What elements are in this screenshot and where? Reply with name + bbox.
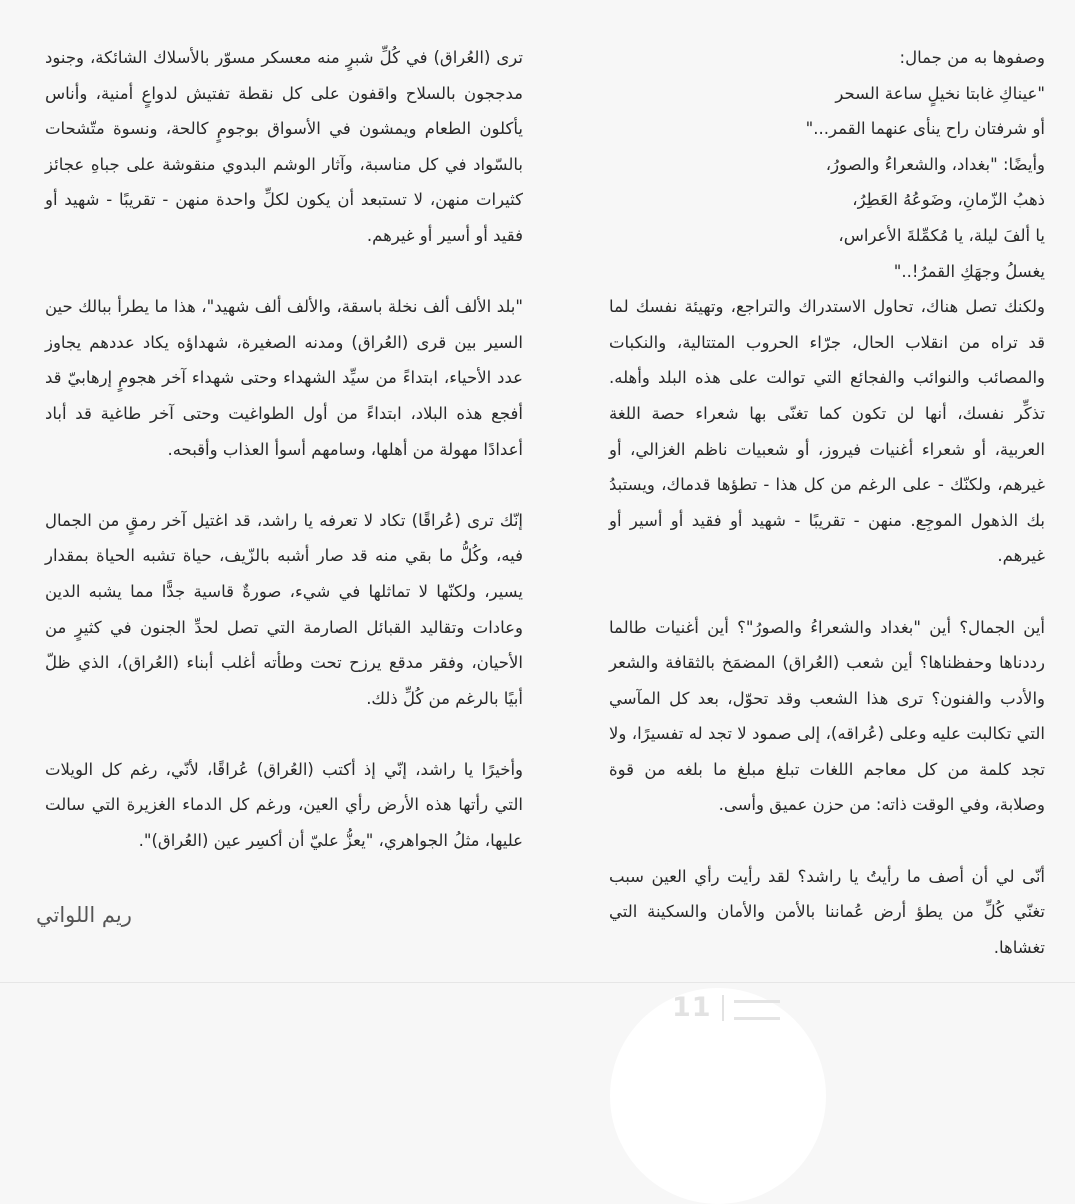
paragraph: وصفوها به من جمال: "عيناكِ غابتا نخيلٍ ساعة السحر أو شرفتان راح ينأى عنهما القمر..." وأيضًا: "بغداد، والشعراءُ والصورُ، ذهبُ الزّمانِ، وضَوعُهُ العَطِرُ، يا ألفَ ليلة، يا مُكمِّلةَ الأعراس، يغسلُ وجهَكِ القمرُ!.." ولكنك تصل هناك، تحاول الاستدراك والتراجع، وتهيئة نفسك لما قد تراه من انقلاب الحال، جرّاء الحروب المتتالية، والنكبات والمصائب والنوائب والفجائع التي توالت على هذه البلد وأهله. تذكِّر نفسك، أنها لن تكون كما تغنّى بها شعراء حصة اللغة العربية، أو شعراء أغنيات فيروز، أو شعبيات ناظم الغزالي، أو غيرهم، ولكنّك - على الرغم من كل هذا - تطؤها قدماك، ويستبدُ بك الذهول الموجِع. منهن - تقريبًا - شهيد أو فقيد أو أسير أو غيرهم. [609,48,1045,566]
paragraph: وأخيرًا يا راشد، إنّي إذ أكتب (العُراق) عُراقًا، لأنّي، رغم كل الويلات التي رأتها هذه الأرض رأي العين، ورغم كل الدماء الغزيرة التي سالت عليها، مثلُ الجواهري، "يعزُّ عليّ أن أكسِر عين (العُراق)". [45,759,523,851]
paragraph-gap [609,823,1045,859]
paragraph: أنّى لي أن أصف ما رأيتُ يا راشد؟ لقد رأيت رأي العين سبب تغنّي كُلِّ من يطؤ أرض عُماننا بالأمن والأمان والسكينة التي تغشاها. [609,866,1045,957]
paragraph: "بلد الألف ألف نخلة باسقة، والألف ألف شهيد"، هذا ما يطرأ ببالك حين السير بين قرى (العُراق) ومدنه الصغيرة، شهداؤه يكاد عددهم يجاوز عدد الأحياء، ابتداءً من سيِّد الشهداء وحتى شهداء آخر هجومٍ إرهابيّ قد أفجع هذه البلاد، ابتداءً من أول الطواغيت وحتى آخر طاغية قد أباد أعدادًا مهولة من أهلها، وسامهم أسوأ العذاب وأقبحه. [45,297,523,459]
left-column [45,40,523,859]
right-column [609,40,1045,965]
footer-divider [0,982,1075,983]
page-footer [672,992,780,1023]
paragraph-gap [45,467,523,503]
page-number: 11 [672,992,712,1023]
paragraph: إنّك ترى (عُراقًا) تكاد لا تعرفه يا راشد، قد اغتيل آخر رمقٍ من الجمال فيه، وكُلُّ ما بقي منه قد صار أشبه بالزّيف، حياة تشبه الحياة بمقدار يسير، ولكنّها لا تماثلها في شيء، صورةٌ قاسية جدًّا مما يشبه الدين وعادات وتقاليد القبائل الصارمة التي تصل لحدِّ الجنون في كثيرٍ من الأحيان، وفقر مدقع يرزح تحت وطأته أغلب أبناء (العُراق)، الذي ظلّ أبيًا بالرغم من كُلِّ ذلك. [45,510,523,708]
paragraph: أين الجمال؟ أين "بغداد والشعراءُ والصورُ"؟ أين أغنيات طالما رددناها وحفظناها؟ أين شعب (العُراق) المضمَخ بالثقافة والشعر والأدب والفنون؟ ترى هذا الشعب وقد تحوّل، بعد كل المآسي التي تكالبت عليه وعلى (عُراقه)، إلى صمود لا تجد له تفسيرًا، ولا تجد كلمة من كل معاجم اللغات تبلغ مبلغ ما بلغه من قوة وصلابة، وفي الوقت ذاته: من حزن عميق وأسى. [609,617,1045,815]
paragraph-gap [45,716,523,752]
paragraph-gap [45,254,523,290]
magazine-logo-icon [734,1000,780,1020]
footer-separator [722,995,724,1021]
paragraph-gap [609,574,1045,610]
author-signature: ريم اللواتي [36,903,132,927]
paragraph: ترى (العُراق) في كُلِّ شبرٍ منه معسكر مسوّر بالأسلاك الشائكة، وجنود مدججون بالسلاح واقفون على كل نقطة تفتيش لدواعٍ أمنية، وأناس يأكلون الطعام ويمشون في الأسواق بوجومٍ كالحة، ونسوة متّشحات بالسّواد في كل مناسبة، وآثار الوشم البدوي منقوشة على جباهِ عجائز كثيرات منهن، لا تستبعد أن يكون لكلِّ واحدة منهن - تقريبًا - شهيد أو فقيد أو أسير أو غيرهم. [45,48,523,245]
